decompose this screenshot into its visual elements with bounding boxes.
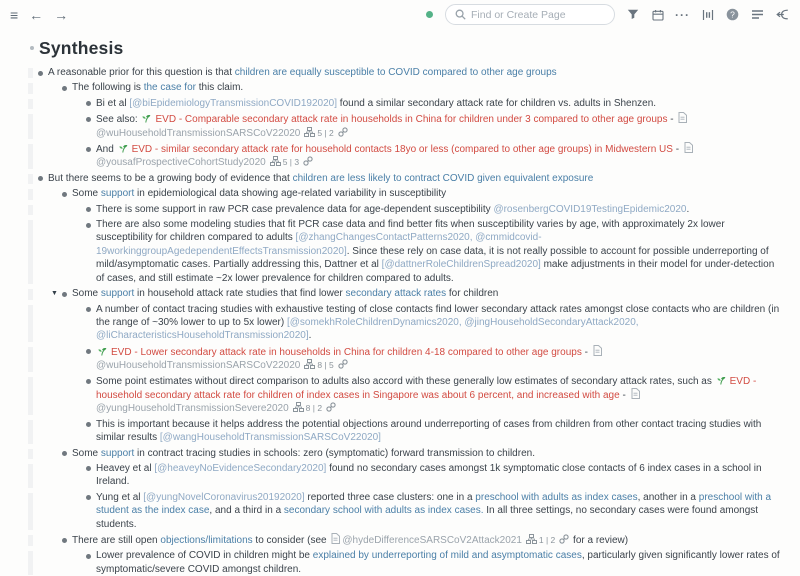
block-text: found no secondary cases amongst 1k symptomatic close contacts of 6 index cases in a school in Ireland. — [96, 462, 762, 488]
block-text: in contract tracing studies in schools: zero (symptomatic) forward transmission to children. — [134, 447, 535, 459]
ref-count-badge: 5 | 2 — [317, 127, 334, 138]
page-link[interactable]: support — [100, 288, 135, 300]
block-bullet[interactable] — [38, 176, 43, 181]
block-content[interactable] — [96, 144, 695, 168]
block-content[interactable] — [96, 463, 762, 487]
page-title[interactable]: Synthesis — [39, 38, 124, 58]
outline-block — [0, 462, 780, 489]
outline-block — [0, 218, 780, 285]
sprout-icon — [141, 113, 152, 126]
sprout-icon — [716, 375, 727, 388]
link-icon[interactable] — [338, 359, 348, 372]
page-link[interactable]: preschool with adults as index cases — [475, 491, 638, 503]
outline — [0, 66, 780, 576]
ref-count-badge: 8 | 5 — [317, 360, 334, 371]
evidence-link[interactable] — [140, 114, 667, 125]
block-text: Some — [72, 288, 101, 300]
page-link[interactable]: the case for — [143, 82, 196, 94]
block-text: for a review) — [570, 535, 629, 546]
align-menu-icon[interactable] — [750, 7, 765, 22]
search-input[interactable] — [471, 9, 605, 21]
block-text: make adjustments in their model for under-detection of cases, and still estimate ~2x lower prevalence for children compared to adults. — [96, 259, 775, 284]
page-link[interactable]: objections/limitations — [160, 535, 253, 546]
citation-link[interactable]: [@zhangChangesContactPatterns2020, @cmmidcovid-19workinggroupAgedependentEffectsTransmission2020] — [96, 232, 542, 257]
topbar — [0, 0, 800, 26]
ref-count-badge: 5 | 3 — [282, 157, 300, 168]
link-icon[interactable] — [303, 156, 313, 169]
document-icon[interactable] — [593, 345, 602, 359]
block-text: Some — [72, 188, 101, 200]
block-content[interactable] — [96, 219, 774, 284]
block-text: reported three case clusters: one in a — [304, 491, 476, 503]
page-title-bullet[interactable] — [30, 46, 34, 50]
topbar-left — [10, 8, 68, 22]
evidence-link[interactable] — [96, 347, 582, 358]
page-link[interactable]: preschool with a student as the index case — [96, 491, 772, 517]
block-text: in household attack rate studies that find lower — [134, 288, 346, 300]
block-text: Bi et al — [96, 97, 130, 109]
block-bullet[interactable] — [86, 307, 91, 312]
block-bullet[interactable] — [86, 379, 91, 384]
block-text: found a similar secondary attack rate for children vs. adults in Shenzen. — [337, 97, 657, 109]
block-content[interactable] — [96, 98, 656, 109]
block-content[interactable] — [96, 376, 756, 415]
block-text: - — [672, 144, 682, 156]
block-text: A number of contact tracing studies with exhaustive testing of close contacts find lower secondary attack rates amongst close contacts who are children (in the range of ~30% lower to up to 5x lower) — [96, 303, 780, 328]
block-content[interactable] — [48, 173, 593, 184]
paper-ref-link[interactable]: @hydeDifferenceSARSCoV2Attack2021 — [342, 535, 522, 546]
block-bullet[interactable] — [86, 101, 91, 106]
hierarchy-icon[interactable] — [526, 534, 537, 547]
block-content[interactable] — [96, 492, 771, 530]
svg-text:?: ? — [730, 9, 735, 20]
block-text: . — [686, 203, 690, 215]
outline-block — [0, 66, 780, 79]
hierarchy-icon[interactable] — [293, 402, 304, 415]
help-icon[interactable] — [725, 7, 740, 22]
outline-block — [0, 97, 780, 110]
search-icon — [455, 9, 466, 20]
block-content[interactable] — [72, 448, 535, 459]
hierarchy-icon[interactable] — [270, 156, 281, 169]
block-content[interactable] — [72, 535, 628, 546]
outline-block — [0, 533, 780, 547]
page-link[interactable]: children are equally susceptible to COVID compared to other age groups — [234, 67, 557, 78]
block-content[interactable] — [72, 188, 446, 199]
block-bullet[interactable] — [86, 207, 91, 212]
outline-block — [0, 303, 780, 343]
paper-ref-link[interactable]: @wuHouseholdTransmissionSARSCoV22020 — [96, 127, 301, 139]
block-bullet[interactable] — [86, 147, 91, 152]
citation-link[interactable]: [@biEpidemiologyTransmissionCOVID192020] — [129, 97, 338, 109]
back-icon[interactable]: ← — [29, 6, 44, 23]
citation-link[interactable]: [@heaveyNoEvidenceSecondary2020] — [154, 462, 327, 474]
graph-icon[interactable] — [700, 7, 715, 22]
open-sidebar-icon[interactable] — [775, 7, 790, 22]
block-text: for children — [446, 288, 499, 300]
block-text: in epidemiological data showing age-related variability in susceptibility — [134, 188, 447, 200]
outline-block — [0, 447, 780, 460]
outline-block — [0, 418, 780, 445]
block-bullet[interactable] — [62, 292, 67, 297]
hierarchy-icon[interactable] — [304, 359, 315, 372]
block-text: - — [619, 389, 629, 401]
evidence-link[interactable] — [117, 144, 673, 155]
outline-block — [0, 142, 780, 170]
outline-block — [0, 491, 780, 531]
page-link[interactable]: explained by underreporting of mild and asymptomatic cases — [312, 550, 582, 562]
title-row — [0, 38, 800, 59]
document-icon[interactable] — [684, 142, 693, 156]
block-text: Lower prevalence of COVID in children might be — [96, 550, 313, 562]
ref-count-badge: 8 | 2 — [305, 403, 323, 414]
outline-block — [0, 549, 780, 576]
block-bullet[interactable] — [86, 554, 91, 559]
topbar-right — [426, 4, 790, 25]
block-bullet[interactable] — [62, 538, 67, 543]
outline-block — [0, 187, 780, 200]
link-icon[interactable] — [338, 127, 348, 140]
block-content[interactable] — [96, 419, 761, 443]
block-content[interactable] — [48, 67, 557, 78]
block-bullet[interactable] — [86, 466, 91, 471]
citation-link[interactable]: [@dattnerRoleChildrenSpread2020] — [381, 259, 541, 271]
outline-block — [0, 112, 780, 140]
block-content[interactable] — [72, 288, 498, 299]
more-icon[interactable]: ··· — [675, 7, 690, 22]
filter-icon[interactable] — [625, 7, 640, 22]
sprout-icon — [97, 346, 108, 359]
block-text: The following is — [72, 82, 144, 94]
block-content[interactable] — [96, 204, 689, 215]
block-content[interactable] — [96, 114, 689, 138]
block-text: , particularly given significantly lower rates of symptomatic/severe COVID amongst children. — [96, 550, 780, 575]
evidence-label: EVD - Lower secondary attack rate in households in China for children 4-18 compared to other age groups — [111, 346, 582, 358]
paper-ref-link[interactable]: @yousafProspectiveCohortStudy2020 — [96, 157, 266, 169]
block-content[interactable] — [96, 550, 780, 574]
page-link[interactable]: support — [100, 447, 135, 459]
page-link[interactable]: secondary school with adults as index cases. — [283, 505, 484, 517]
block-text: There is some support in raw PCR case prevalence data for age-dependent susceptibility — [96, 203, 494, 215]
outline-block — [0, 81, 780, 94]
block-text: this claim. — [195, 82, 244, 94]
block-text: Yung et al — [96, 491, 144, 503]
evidence-label: EVD - similar secondary attack rate for household contacts 18yo or less (compared to other age groups) in Midwestern US — [131, 144, 673, 156]
block-text: Some — [72, 447, 101, 459]
block-bullet[interactable] — [86, 223, 91, 228]
block-text: A reasonable prior for this question is that — [48, 67, 235, 78]
evidence-label: EVD - Comparable secondary attack rate in households in China for children under 3 compared to other age groups — [155, 114, 668, 126]
link-icon[interactable] — [326, 402, 336, 415]
document-icon[interactable] — [331, 533, 340, 547]
block-text: - — [581, 346, 591, 358]
block-text: But there seems to be a growing body of evidence that — [48, 172, 293, 184]
block-text: See also: — [96, 114, 141, 126]
evidence-label: EVD - household secondary attack rate for children of index cases in Singapore was about 6 percent, and increased with age — [96, 375, 757, 401]
block-content[interactable] — [72, 82, 243, 93]
block-bullet[interactable] — [86, 117, 91, 122]
block-bullet[interactable] — [86, 349, 91, 354]
block-text: This is important because it helps address the potential objections around underreporting of cases from children from other contact tracing studies with similar results — [96, 418, 762, 444]
paper-ref-link[interactable]: @wuHouseholdTransmissionSARSCoV22020 — [96, 360, 301, 372]
citation-link[interactable]: @rosenbergCOVID19TestingEpidemic2020 — [493, 203, 687, 215]
citation-link[interactable]: [@yungNovelCoronavirus20192020] — [143, 491, 305, 503]
collapse-caret-icon[interactable]: ▼ — [51, 290, 58, 298]
block-text: . — [308, 330, 312, 342]
outline-block — [0, 375, 780, 416]
outline-block — [0, 172, 780, 185]
forward-icon[interactable]: → — [54, 6, 69, 23]
block-text: . Since these rely on case data, it is not really possible to account for possible underreporting of mild/asymptomatic cases. Partially addressing this, Dattner et al — [96, 245, 769, 271]
paper-ref-link[interactable]: @yungHouseholdTransmissionSevere2020 — [96, 403, 289, 415]
block-text: Heavey et al — [96, 462, 155, 474]
block-bullet[interactable] — [38, 71, 43, 76]
block-bullet[interactable] — [62, 451, 67, 456]
block-text: - — [667, 114, 677, 126]
block-text: And — [96, 144, 117, 156]
block-bullet[interactable] — [62, 192, 67, 197]
block-text: There are also some modeling studies that fit PCR case data and find better fits when susceptibility varies by age, with approximately 2x lower susceptibility for children compared to adults — [96, 219, 725, 244]
block-content[interactable] — [96, 347, 604, 371]
calendar-icon[interactable] — [650, 7, 665, 22]
outline-block — [0, 203, 780, 216]
block-text: , another in a — [637, 491, 699, 503]
outline-block — [0, 345, 780, 373]
outline-block — [0, 287, 780, 300]
block-bullet[interactable] — [86, 422, 91, 427]
block-text: In all three settings, no secondary cases were found amongst students. — [96, 505, 759, 530]
block-text: There are still open — [72, 535, 161, 546]
search-box[interactable] — [445, 4, 615, 25]
hierarchy-icon[interactable] — [304, 127, 315, 140]
document-icon[interactable] — [678, 112, 687, 126]
page-link[interactable]: children are less likely to contract COVID given equivalent exposure — [292, 172, 594, 184]
block-content[interactable] — [96, 304, 779, 342]
citation-link[interactable]: [@wangHouseholdTransmissionSARSCoV22020] — [159, 432, 381, 444]
page-link[interactable]: secondary attack rates — [345, 288, 447, 300]
ref-count-badge: 1 | 2 — [538, 535, 556, 545]
block-bullet[interactable] — [86, 495, 91, 500]
block-text: , and a third in a — [209, 505, 284, 517]
block-text: to consider (see — [252, 535, 330, 546]
sync-status-dot — [426, 11, 433, 18]
block-bullet[interactable] — [62, 86, 67, 91]
page-link[interactable]: support — [100, 188, 135, 200]
block-text: Some point estimates without direct comparison to adults also accord with these generally low estimates of secondary attack rates, such as — [96, 375, 715, 387]
citation-link[interactable]: [@somekhRoleChildrenDynamics2020, @jingHouseholdSecondaryAttack2020, @liCharacteristicsHouseholdTransmission2020] — [96, 316, 639, 342]
document-icon[interactable] — [631, 388, 640, 402]
sprout-icon — [118, 143, 129, 156]
menu-icon[interactable]: ≡ — [10, 6, 19, 23]
link-icon[interactable] — [559, 534, 569, 547]
